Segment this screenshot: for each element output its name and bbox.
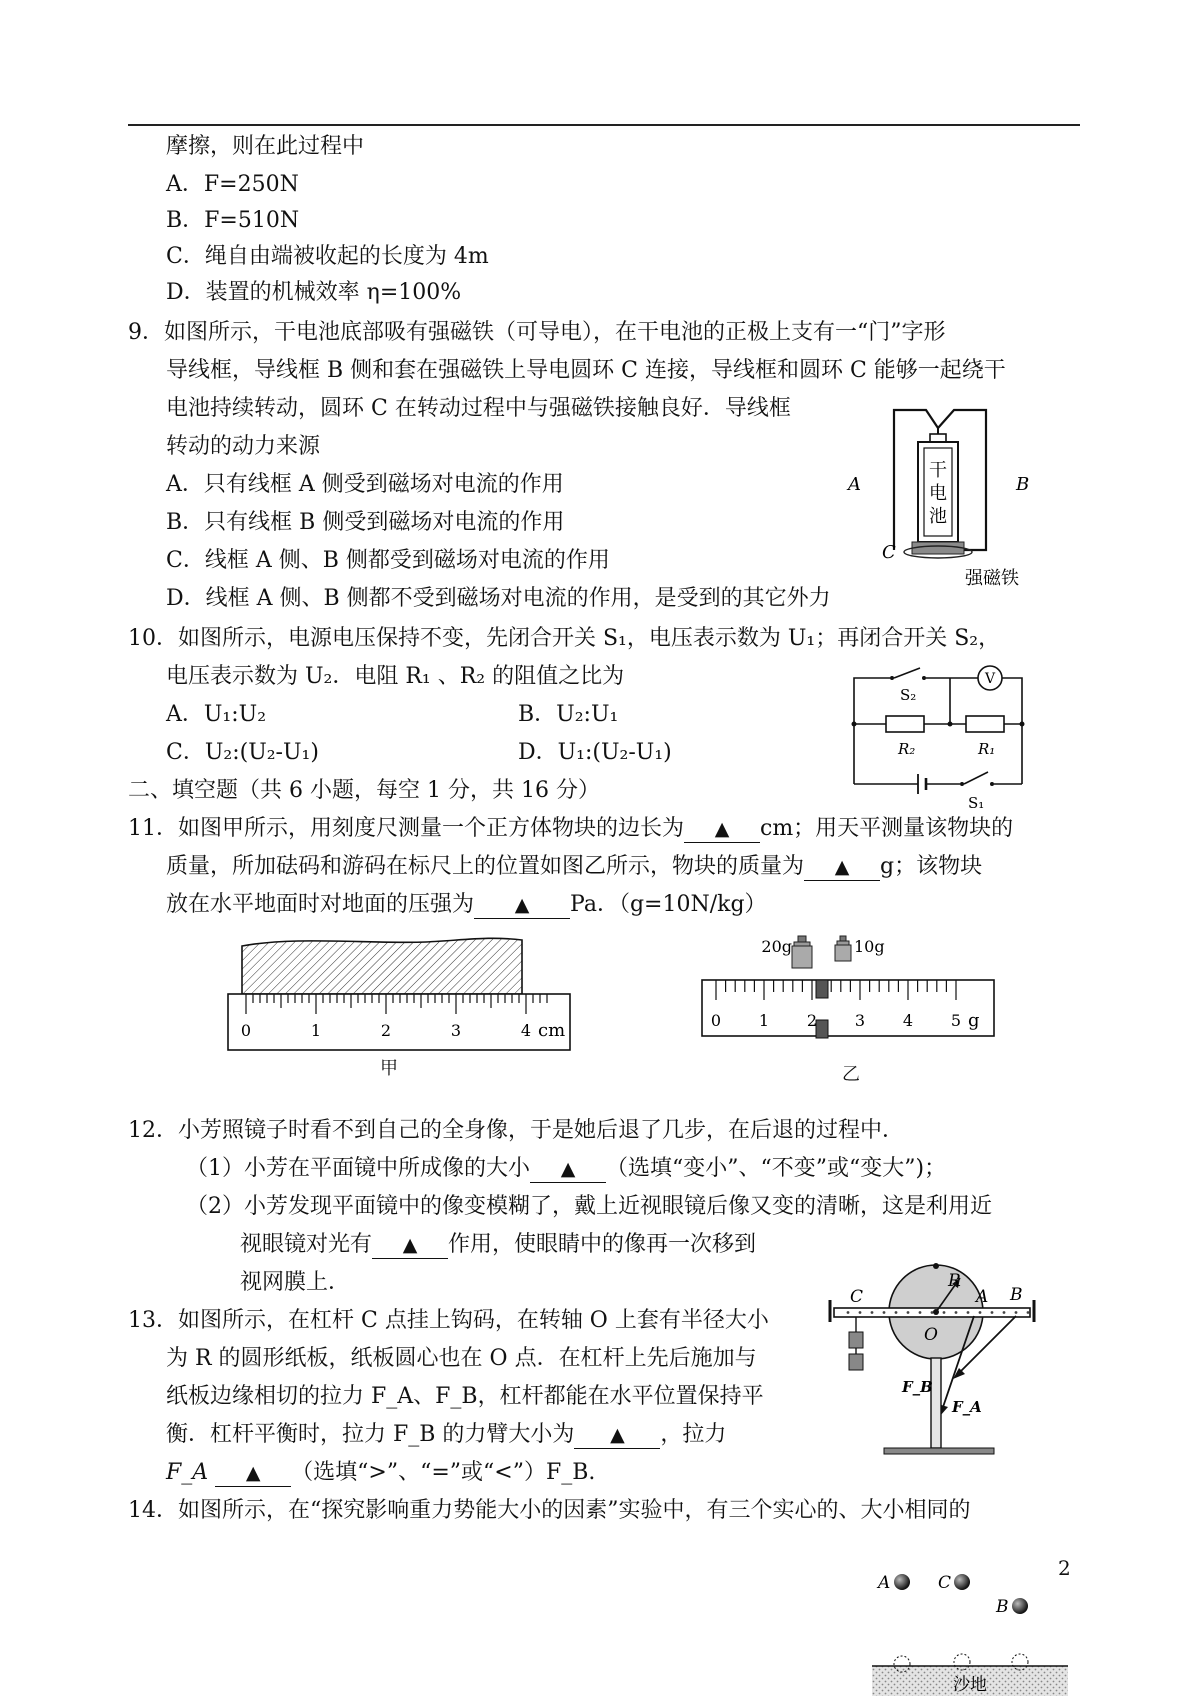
label-r2: R₂ (898, 740, 916, 758)
lever-hole (895, 1311, 898, 1314)
q9-option-c: C．线框 A 侧、B 侧都受到磁场对电流的作用 (166, 548, 610, 573)
label-ball-c: C (938, 1573, 952, 1593)
page-number: 2 (1058, 1556, 1071, 1580)
q12-p1-text-a: （1）小芳在平面镜中所成像的大小 (186, 1156, 530, 1181)
lever-hole (883, 1311, 886, 1314)
q10-option-c: C．U₂:(U₂-U₁) (166, 740, 319, 765)
lever-hole (943, 1311, 946, 1314)
q9-option-a: A．只有线框 A 侧受到磁场对电流的作用 (166, 472, 564, 497)
q8-stem-tail: 摩擦，则在此过程中 (166, 134, 365, 159)
lever-hole (931, 1311, 934, 1314)
blank-marker: ▲ (714, 818, 730, 840)
q13-line-2: 为 R 的圆形纸板，纸板圆心也在 O 点．在杠杆上先后施加与 (166, 1346, 757, 1371)
ruler-unit: cm (538, 1020, 566, 1041)
label-c: C (850, 1287, 864, 1307)
q9-line-1: 9．如图所示，干电池底部吸有强磁铁（可导电），在干电池的正极上支有一“门”字形 (128, 320, 946, 345)
magnet-label: 强磁铁 (965, 568, 1019, 589)
resistor-r1 (966, 716, 1004, 732)
blank-marker: ▲ (514, 894, 530, 916)
q10-line-2: 电压表示数为 U₂．电阻 R₁ 、R₂ 的阻值之比为 (166, 664, 625, 689)
q13-line-1: 13．如图所示，在杠杆 C 点挂上钩码，在转轴 O 上套有半径大小 (128, 1308, 769, 1333)
label-c: C (882, 542, 896, 563)
weight-20g (792, 946, 812, 968)
caption-yi: 乙 (842, 1064, 860, 1085)
label-o: O (924, 1325, 938, 1345)
block (242, 938, 522, 994)
lever-hole (847, 1311, 850, 1314)
q13-line-4 (166, 1420, 726, 1450)
label-r: R (948, 1271, 961, 1291)
q10-line-1: 10．如图所示，电源电压保持不变，先闭合开关 S₁，电压表示数为 U₁；再闭合开关 S₂， (128, 626, 1001, 651)
ruler-tick-0: 0 (240, 1021, 252, 1040)
q9-line-2: 导线框，导线框 B 侧和套在强磁铁上导电圆环 C 连接，导线框和圆环 C 能够一起绕干 (166, 358, 1006, 383)
q12-p2-text-b: 作用，使眼睛中的像再一次移到 (448, 1232, 757, 1257)
q10-option-b: B．U₂:U₁ (518, 702, 619, 727)
q13-line-5 (166, 1458, 595, 1488)
lever-figure (820, 1256, 1050, 1466)
label-fb: F_B (902, 1378, 933, 1396)
ball-a (894, 1574, 910, 1590)
stand-pole (931, 1358, 941, 1448)
balance-scale-figure (700, 930, 1000, 1058)
label-a: A (848, 474, 861, 495)
label-ball-a: A (878, 1573, 891, 1593)
battery-terminal (930, 434, 946, 442)
label-b: B (1010, 1285, 1023, 1305)
q13-l5-text-b: （选填“>”、“=”或“<”）F_B. (291, 1460, 596, 1485)
label-s2: S₂ (900, 686, 917, 704)
balance-unit: g (968, 1010, 980, 1031)
balance-tick-0: 0 (710, 1011, 722, 1030)
label-a: A (976, 1287, 989, 1307)
q11-blank-3 (474, 892, 570, 919)
sand-label: 沙地 (953, 1675, 987, 1695)
q11-line-1 (128, 814, 1013, 844)
ruler-tick-2: 2 (380, 1021, 392, 1040)
label-s1: S₁ (968, 794, 985, 812)
q9-line-3: 电池持续转动，圆环 C 在转动过程中与强磁铁接触良好．导线框 (166, 396, 791, 421)
lever-hole (1003, 1311, 1006, 1314)
q13-line-3: 纸板边缘相切的拉力 F_A、F_B，杠杆都能在水平位置保持平 (166, 1384, 764, 1409)
q12-part-2-line-2 (240, 1230, 756, 1260)
balance-tick-1: 1 (758, 1011, 770, 1030)
q11-l1-text-a: 11．如图甲所示，用刻度尺测量一个正方体物块的边长为 (128, 816, 684, 841)
battery-char-3: 池 (929, 506, 947, 527)
q8-option-b: B．F=510N (166, 208, 300, 233)
section-2-title: 二、填空题（共 6 小题，每空 1 分，共 16 分） (128, 778, 600, 803)
label-r1: R₁ (978, 740, 996, 758)
label-b: B (1016, 474, 1030, 495)
blank-marker: ▲ (245, 1462, 261, 1484)
ruler-tick-4: 4 (520, 1021, 532, 1040)
q12-blank-1 (530, 1156, 606, 1183)
q11-line-3 (166, 890, 767, 920)
stand-base (884, 1448, 994, 1454)
lever-hole (1027, 1311, 1030, 1314)
q11-l1-text-b: cm；用天平测量该物块的 (760, 816, 1014, 841)
lever-hole (907, 1311, 910, 1314)
q10-option-a: A．U₁:U₂ (166, 702, 267, 727)
weight-10g (835, 945, 851, 961)
q13-l4-text-b: ，拉力 (660, 1422, 727, 1447)
q12-line-1: 12．小芳照镜子时看不到自己的全身像，于是她后退了几步，在后退的过程中． (128, 1118, 904, 1143)
q14-line-1: 14．如图所示，在“探究影响重力势能大小的因素”实验中，有三个实心的、大小相同的 (128, 1498, 971, 1523)
switch-s1 (964, 772, 988, 784)
q12-part-2-line-3: 视网膜上． (240, 1270, 351, 1295)
lever-hole (1015, 1311, 1018, 1314)
weight-20g-label: 20g (761, 937, 792, 956)
q8-option-a: A．F=250N (166, 172, 299, 197)
q11-l2-text-b: g；该物块 (880, 854, 983, 879)
q8-option-c: C．绳自由端被收起的长度为 4m (166, 244, 489, 269)
q11-l3-text-b: Pa．（g=10N/kg） (570, 892, 767, 917)
lever-hole (859, 1311, 862, 1314)
lever-hole (871, 1311, 874, 1314)
q9-line-4: 转动的动力来源 (166, 434, 321, 459)
ruler-figure (226, 934, 586, 1064)
q11-l2-text-a: 质量，所加砝码和游码在标尺上的位置如图乙所示，物块的质量为 (166, 854, 805, 879)
header-rule (128, 124, 1080, 126)
label-fa: F_A (952, 1398, 982, 1416)
blank-marker: ▲ (834, 856, 850, 878)
q13-l4-text-a: 衡．杠杆平衡时，拉力 F_B 的力臂大小为 (166, 1422, 575, 1447)
rider (816, 980, 828, 998)
q12-blank-2 (372, 1232, 448, 1259)
lever-hole (979, 1311, 982, 1314)
q10-option-d: D．U₁:(U₂-U₁) (518, 740, 672, 765)
label-ball-b: B (996, 1597, 1009, 1617)
ball-c (954, 1574, 970, 1590)
battery-char-2: 电 (929, 483, 947, 504)
q9-option-d: D．线框 A 侧、B 侧都不受到磁场对电流的作用，是受到的其它外力 (166, 586, 831, 611)
lever-hole (991, 1311, 994, 1314)
hook-weight-2 (849, 1354, 863, 1370)
q13-l5-text-a: F_A (166, 1460, 209, 1485)
q12-part-1 (186, 1154, 946, 1184)
q11-blank-1 (684, 816, 760, 843)
q11-line-2 (166, 852, 982, 882)
blank-marker: ▲ (560, 1158, 576, 1180)
q9-option-b: B．只有线框 B 侧受到磁场对电流的作用 (166, 510, 565, 535)
circuit-figure (850, 664, 1030, 814)
lever-hole (967, 1311, 970, 1314)
blank-marker: ▲ (402, 1234, 418, 1256)
q11-blank-2 (804, 854, 880, 881)
hook-weight-1 (849, 1332, 863, 1348)
q13-blank-1 (574, 1422, 660, 1449)
resistor-r2 (886, 716, 924, 732)
lever-hole (919, 1311, 922, 1314)
q12-p2-text-a: 视眼镜对光有 (240, 1232, 373, 1257)
battery-char-1: 干 (929, 460, 947, 481)
q8-option-d: D．装置的机械效率 η=100% (166, 280, 462, 305)
balance-tick-5: 5 (950, 1011, 962, 1030)
q11-l3-text-a: 放在水平地面时对地面的压强为 (166, 892, 475, 917)
voltmeter-label: V (984, 671, 996, 687)
ruler-tick-3: 3 (450, 1021, 462, 1040)
balance-tick-3: 3 (854, 1011, 866, 1030)
q12-p1-text-b: （选填“变小”、“不变”或“变大”)； (606, 1156, 947, 1181)
ruler-tick-1: 1 (310, 1021, 322, 1040)
weight-10g-label: 10g (854, 937, 885, 956)
blank-marker: ▲ (610, 1424, 625, 1446)
balance-tick-4: 4 (902, 1011, 914, 1030)
ball-b (1012, 1598, 1028, 1614)
battery-frame-figure (848, 398, 1080, 598)
balance-tick-2: 2 (806, 1011, 818, 1030)
strong-magnet (912, 542, 964, 554)
switch-s2 (894, 668, 920, 678)
sand-balls-figure (872, 1560, 1072, 1696)
q13-blank-2 (215, 1460, 291, 1487)
q12-part-2-line-1: （2）小芳发现平面镜中的像变模糊了，戴上近视眼镜后像又变的清晰，这是利用近 (186, 1194, 992, 1219)
lever-hole (955, 1311, 958, 1314)
caption-jia: 甲 (380, 1058, 398, 1079)
